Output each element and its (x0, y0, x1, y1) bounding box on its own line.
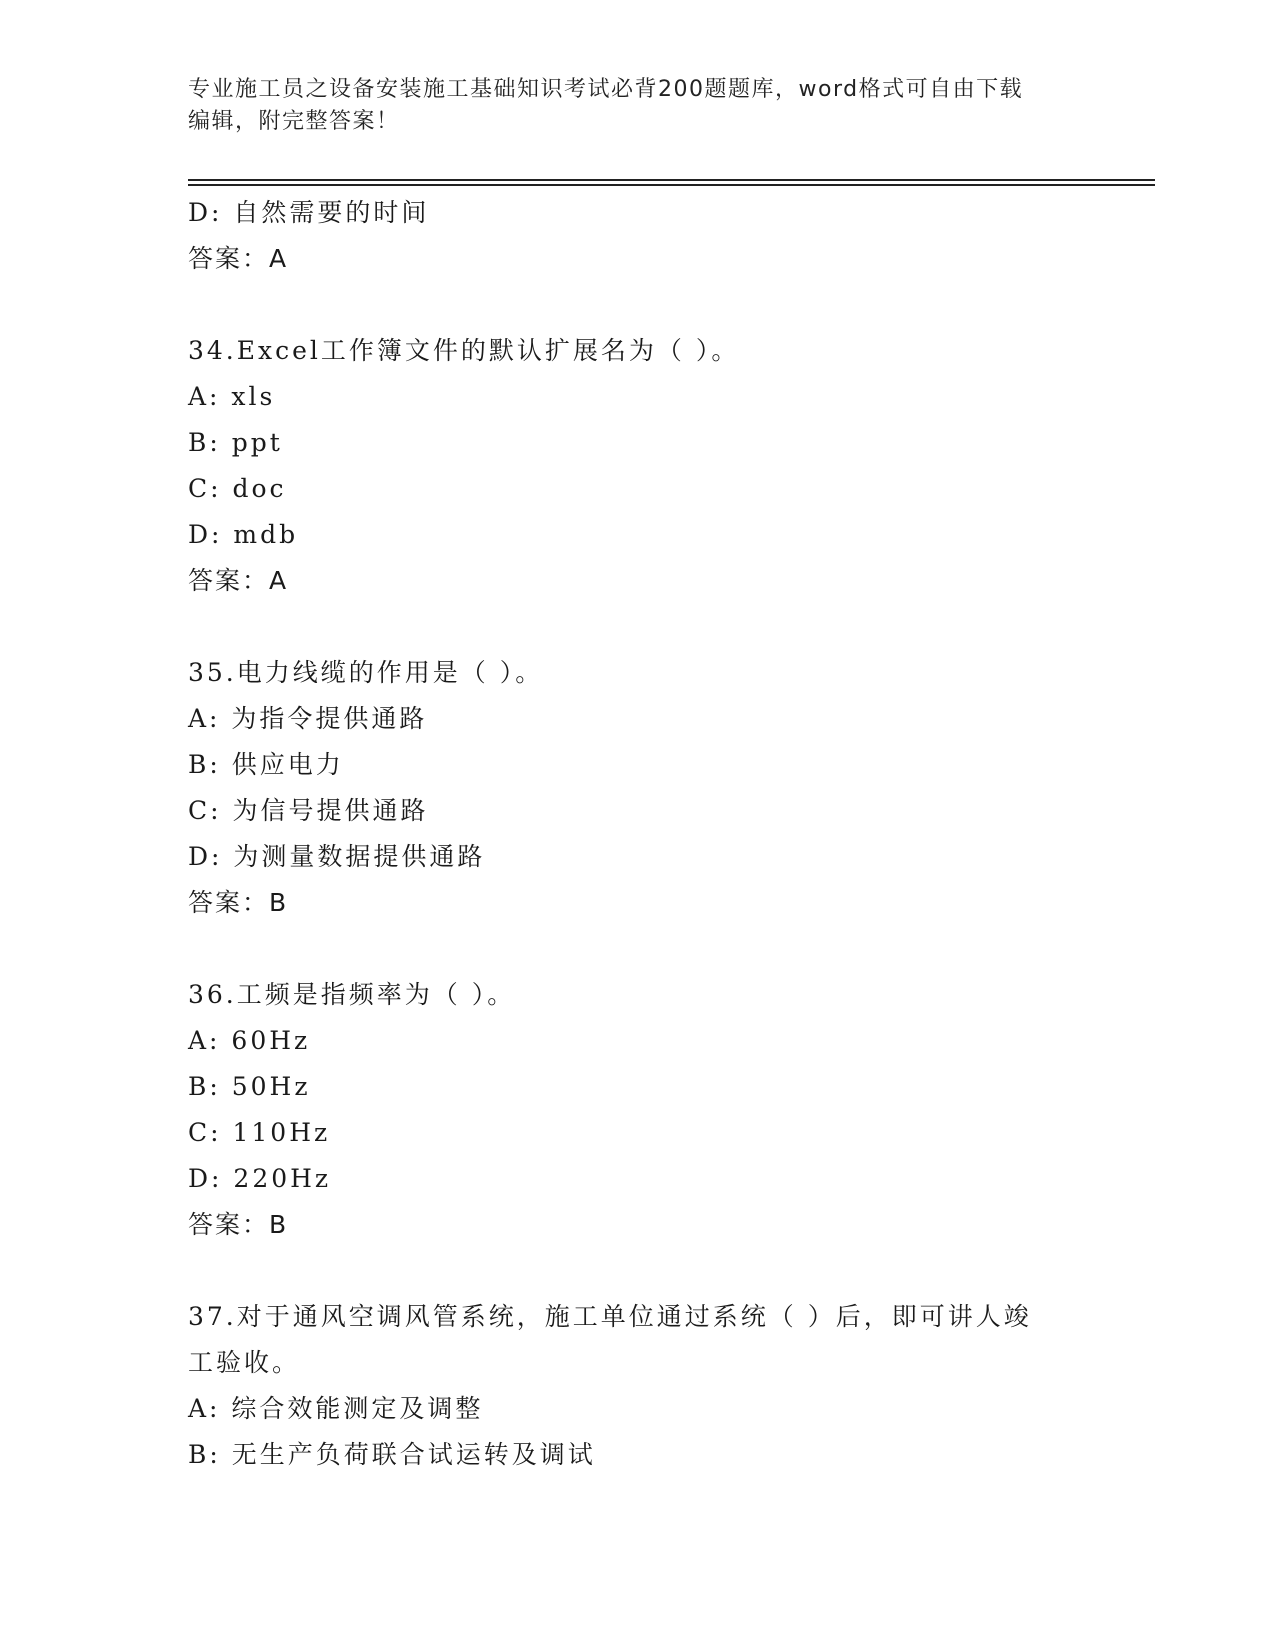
q34-option-a: A: xls (188, 382, 276, 411)
spacer (188, 1248, 1148, 1294)
q34-answer: 答案：A (188, 566, 289, 595)
prev-option-d: D: 自然需要的时间 (188, 198, 430, 227)
header-title-line-1: 专业施工员之设备安装施工基础知识考试必背200题题库，word格式可自由下载 (188, 77, 1024, 102)
q37-stem-line-1: 37.对于通风空调风管系统，施工单位通过系统（ ）后，即可讲人竣 (188, 1302, 1032, 1331)
q37-stem-line-2: 工验收。 (188, 1348, 301, 1377)
q36-option-d: D: 220Hz (188, 1164, 332, 1193)
q35-answer: 答案：B (188, 888, 289, 917)
question-list (188, 190, 1148, 1478)
q34-option-c: C: doc (188, 474, 287, 503)
q36-option-b: B: 50Hz (188, 1072, 311, 1101)
q36-stem: 36.工频是指频率为（ ）。 (188, 980, 516, 1009)
header-divider-bottom (188, 184, 1155, 186)
q37-option-a: A: 综合效能测定及调整 (188, 1394, 484, 1423)
q35-option-c: C: 为信号提供通路 (188, 796, 429, 825)
q34-stem: 34.Excel工作簿文件的默认扩展名为（ ）。 (188, 336, 740, 365)
document-header (188, 74, 1088, 138)
q35-option-d: D: 为测量数据提供通路 (188, 842, 486, 871)
spacer (188, 604, 1148, 650)
q35-option-b: B: 供应电力 (188, 750, 344, 779)
header-title-line-2: 编辑，附完整答案！ (188, 109, 400, 134)
q34-option-b: B: ppt (188, 428, 283, 457)
header-divider-top (188, 179, 1155, 181)
spacer (188, 926, 1148, 972)
q36-option-c: C: 110Hz (188, 1118, 331, 1147)
q35-stem: 35.电力线缆的作用是（ ）。 (188, 658, 544, 687)
q36-answer: 答案：B (188, 1210, 289, 1239)
spacer (188, 282, 1148, 328)
prev-answer: 答案：A (188, 244, 289, 273)
q37-option-b: B: 无生产负荷联合试运转及调试 (188, 1440, 596, 1469)
q36-option-a: A: 60Hz (188, 1026, 311, 1055)
q34-option-d: D: mdb (188, 520, 299, 549)
q35-option-a: A: 为指令提供通路 (188, 704, 428, 733)
